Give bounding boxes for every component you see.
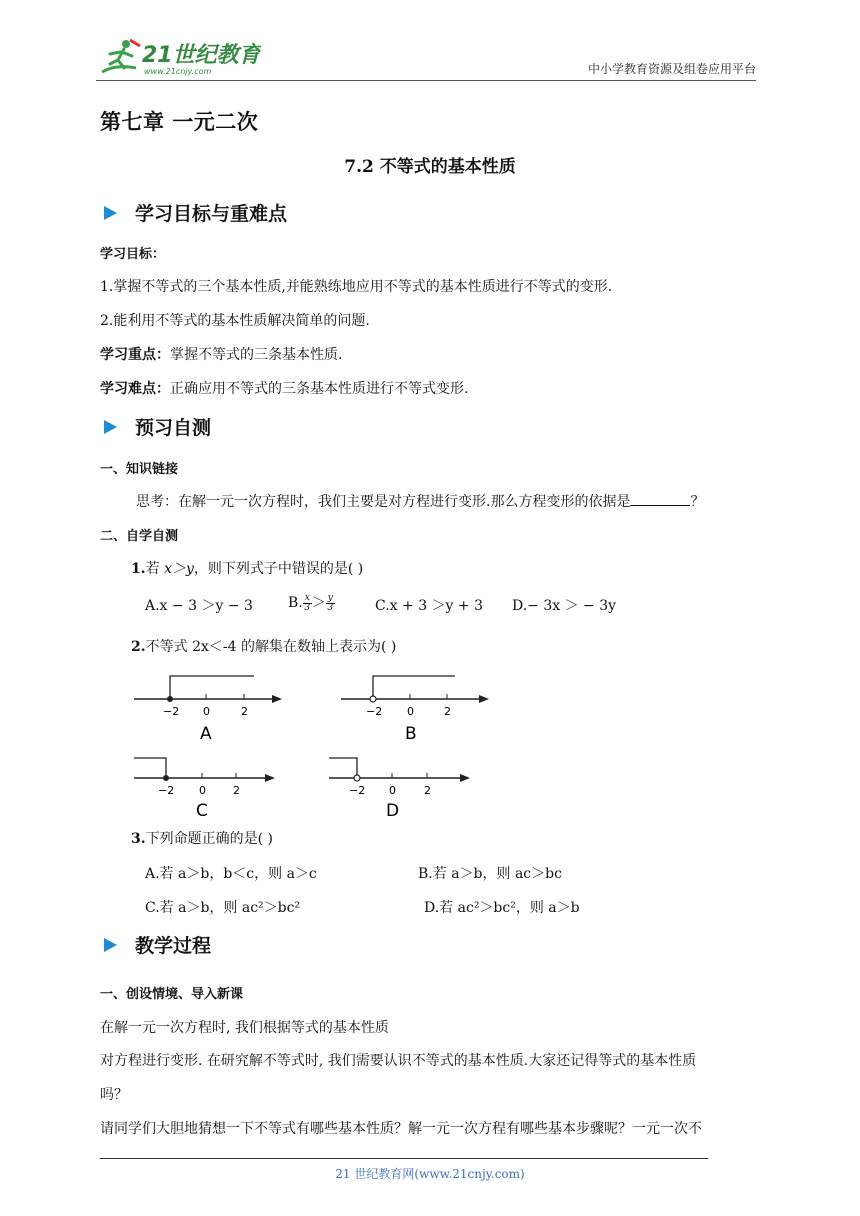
svg-text:0: 0	[203, 705, 210, 718]
knowledge-link-heading: 一、知识链接	[100, 462, 179, 477]
goals-label: 学习目标：	[100, 247, 166, 262]
label-c: C	[196, 801, 208, 821]
process-paragraph-2: 对方程进行变形. 在研究解不等式时, 我们需要认识不等式的基本性质.大家还记得等式的基本性质	[100, 1053, 697, 1069]
think-text: 思考：在解一元一次方程时，我们主要是对方程进行变形.那么方程变形的依据是	[136, 494, 631, 510]
question-2	[131, 636, 396, 656]
question-1-text-b: ，则下列式子中错误的是( )	[193, 561, 364, 577]
goal-item-1: 1.掌握不等式的三个基本性质,并能熟练地应用不等式的基本性质进行不等式的变形.	[100, 279, 613, 295]
answer-blank	[630, 491, 690, 506]
header-divider	[96, 80, 756, 81]
logo-text: 21世纪教育	[142, 43, 261, 68]
key-point-text: 掌握不等式的三条基本性质.	[170, 347, 343, 363]
label-b: B	[405, 724, 417, 744]
label-d: D	[386, 801, 400, 821]
svg-text:−2: −2	[158, 784, 175, 797]
svg-text:−2: −2	[163, 705, 180, 718]
header-platform-text: 中小学教育资源及组卷应用平台	[587, 62, 756, 76]
svg-text:0: 0	[407, 705, 414, 718]
number-line-d	[325, 752, 485, 822]
q1-option-d: D.− 3x ＞ − 3y	[512, 598, 617, 614]
svg-text:2: 2	[241, 705, 248, 718]
q3-option-b: B.若 a＞b，则 ac＞bc	[418, 866, 562, 882]
question-3-text: 下列命题正确的是( )	[145, 831, 273, 847]
question-1-number: 1.	[131, 561, 146, 577]
label-a: A	[200, 724, 212, 744]
key-point	[100, 344, 342, 364]
section-preview	[100, 413, 211, 440]
svg-text:0: 0	[199, 784, 206, 797]
svg-text:2: 2	[424, 784, 431, 797]
process-paragraph-4: 请同学们大胆地猜想一下不等式有哪些基本性质？解一元一次方程有哪些基本步骤呢？一元一次不	[100, 1121, 702, 1137]
svg-text:−2: −2	[366, 705, 383, 718]
site-logo	[96, 34, 261, 80]
question-1	[131, 558, 363, 578]
q1-option-c: C.x + 3 ＞y + 3	[375, 598, 483, 614]
number-line-a	[130, 668, 290, 748]
section-process-title: 教学过程	[135, 935, 212, 957]
fraction-y-over-3: $\frac{y}{3}$	[327, 592, 334, 613]
question-2-text: 不等式 2x＜-4 的解集在数轴上表示为( )	[145, 639, 397, 655]
question-3	[131, 828, 273, 848]
runner-logo-icon	[96, 34, 261, 80]
question-1-text-a: 若	[145, 561, 165, 577]
triangle-bullet-icon	[104, 938, 117, 952]
number-line-c	[130, 752, 290, 822]
q1-option-a: A.x − 3 ＞y − 3	[145, 598, 253, 614]
q1-option-b	[288, 592, 335, 613]
section-goals-title: 学习目标与重难点	[135, 203, 288, 225]
section-preview-title: 预习自测	[135, 417, 212, 439]
difficult-point-text: 正确应用不等式的三条基本性质进行不等式变形.	[170, 381, 469, 397]
key-point-label: 学习重点：	[100, 347, 170, 363]
q1-option-b-prefix: B.	[288, 595, 303, 611]
svg-text:2: 2	[233, 784, 240, 797]
goal-item-2: 2.能利用不等式的基本性质解决简单的问题.	[100, 313, 370, 329]
footer-divider	[100, 1158, 708, 1159]
difficult-point	[100, 378, 468, 398]
question-3-number: 3.	[131, 831, 146, 847]
think-question	[136, 491, 704, 511]
process-paragraph-3: 吗？	[100, 1087, 128, 1103]
number-line-b	[337, 668, 497, 748]
svg-text:2: 2	[444, 705, 451, 718]
difficult-point-label: 学习难点：	[100, 381, 170, 397]
logo-url: www.21cnjy.com	[144, 67, 212, 76]
section-goals	[100, 199, 287, 226]
question-2-number: 2.	[131, 639, 146, 655]
process-heading-1: 一、创设情境、导入新课	[100, 987, 244, 1002]
svg-text:−2: −2	[349, 784, 366, 797]
think-end: ？	[690, 494, 705, 510]
footer-text: 21 世纪教育网(www.21cnjy.com)	[335, 1167, 525, 1181]
lesson-title: 7.2 不等式的基本性质	[344, 157, 516, 177]
chapter-title: 第七章 一元二次	[100, 109, 259, 134]
q3-option-c: C.若 a＞b，则 ac²＞bc²	[145, 900, 301, 916]
fraction-x-over-3: $\frac{x}{3}$	[304, 592, 311, 613]
triangle-bullet-icon	[104, 206, 117, 220]
section-process	[100, 931, 211, 958]
q3-option-d: D.若 ac²＞bc²，则 a＞b	[424, 900, 580, 916]
q1-option-b-gt: ＞	[311, 595, 326, 611]
question-1-condition: x＞y	[164, 561, 194, 577]
self-test-heading: 二、自学自测	[100, 529, 179, 544]
process-paragraph-1: 在解一元一次方程时, 我们根据等式的基本性质	[100, 1020, 389, 1036]
triangle-bullet-icon	[104, 420, 117, 434]
svg-text:0: 0	[389, 784, 396, 797]
q3-option-a: A.若 a＞b，b＜c，则 a＞c	[145, 866, 317, 882]
